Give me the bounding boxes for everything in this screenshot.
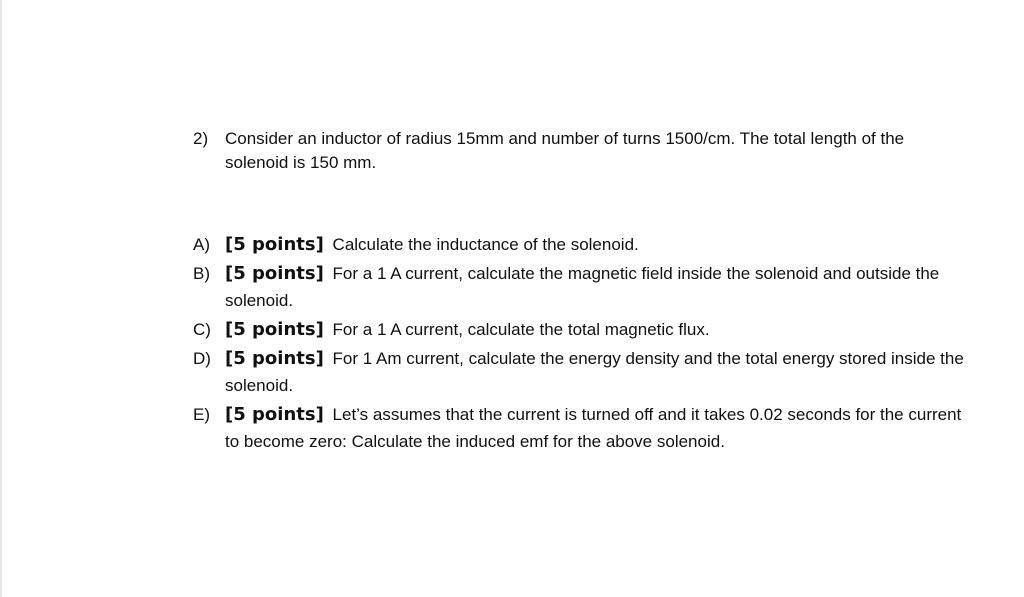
part-body: [225, 316, 965, 343]
part-letter: C): [193, 320, 211, 339]
part-c: [193, 316, 993, 343]
part-letter: B): [193, 264, 210, 283]
points-label: [5 points]: [225, 319, 324, 340]
part-body: [225, 260, 965, 314]
part-letter: D): [193, 349, 211, 368]
points-label: [5 points]: [225, 404, 324, 425]
points-label: [5 points]: [225, 348, 324, 369]
question-number: 2): [193, 129, 209, 148]
part-text: For a 1 A current, calculate the total magnetic flux.: [332, 320, 710, 339]
question-row: [193, 127, 993, 175]
part-body: [225, 345, 965, 399]
part-text: Let’s assumes that the current is turned off and it takes 0.02 seconds for the current to become zero: Calculate the induced emf for the above solenoid.: [225, 405, 962, 451]
part-body: [225, 401, 965, 455]
part-d: [193, 345, 993, 399]
part-a: [193, 231, 993, 258]
part-b: [193, 260, 993, 314]
points-label: [5 points]: [225, 234, 324, 255]
part-text: For a 1 A current, calculate the magnetic field inside the solenoid and outside the solenoid.: [225, 264, 940, 310]
part-text: For 1 Am current, calculate the energy density and the total energy stored inside the solenoid.: [225, 349, 964, 395]
question-parts: [193, 231, 993, 457]
question-block: [193, 127, 993, 175]
points-label: [5 points]: [225, 263, 324, 284]
page-left-edge: [0, 0, 2, 597]
part-e: [193, 401, 993, 455]
part-text: Calculate the inductance of the solenoid.: [332, 235, 639, 254]
part-letter: E): [193, 405, 210, 424]
part-letter: A): [193, 235, 210, 254]
question-text: Consider an inductor of radius 15mm and number of turns 1500/cm. The total length of the solenoid is 150 mm.: [225, 129, 905, 172]
part-body: [225, 231, 965, 258]
